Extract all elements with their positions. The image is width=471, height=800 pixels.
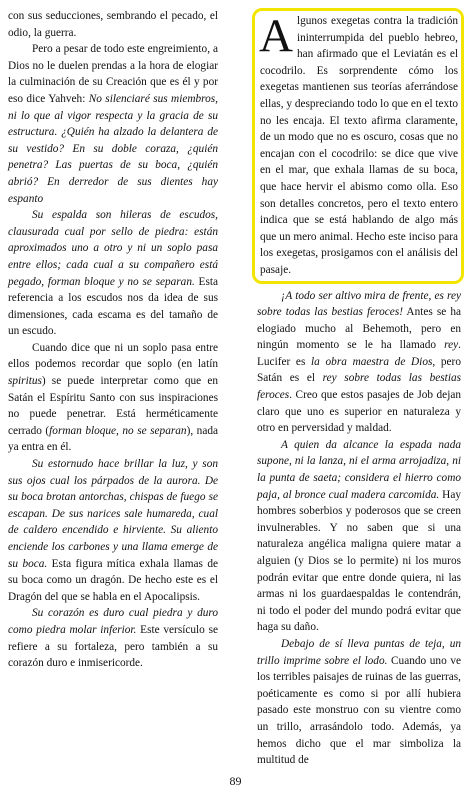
- paragraph: con sus seducciones, sembrando el pecado, el odio, la guerra.: [8, 10, 218, 39]
- highlighted-note: [252, 8, 464, 284]
- quote: A quien da alcance la espada nada supone, ni la lanza, ni el arma arrojadiza, ni la punta de saeta; considera el hierro como paja, al bronce cual madera carcomida.: [257, 438, 461, 501]
- paragraph: Cuando dice que ni un soplo pasa entre ellos podemos recordar que soplo (en latín spiritus) se puede interpretar como que en Satán el Espíritu Santo con sus inspiraciones no puede penetrar. Está herméticamente cerrado (forman bloque, no se separan), nada ya entra en él.: [8, 341, 218, 454]
- note-text: lgunos exegetas contra la tradición ininterrumpida del pueblo hebreo, han afirmado que el Leviatán es el cocodrilo. Es sorprendente cómo los exegetas mantienen sus teorías aferrándose ellas, y despreciando todo lo que en el texto no les encaja. El texto afirma claramente, de un modo que no es oscuro, cosas que no encajan con el cocodrilo: se dice que vive en el mar, que exhala llamas de su boca, que hace hervir el abismo como olla. Eso son detalles concretos, pero el texto entero indica que se está hablando de algo más que un mero animal. Hecho este inciso para los exegetas, prosigamos con el análisis del pasaje.: [260, 15, 458, 276]
- quote: Su estornudo hace brillar la luz, y son sus ojos cual los párpados de la aurora. De su boca brotan antorchas, chispas de fuego se escapan. De sus narices sale humareda, cual de caldero encendido e hirviente. Su aliento enciende los carbones y una llama emerge de su boca.: [8, 458, 218, 570]
- paragraph: A quien da alcance la espada nada supone, ni la lanza, ni el arma arrojadiza, ni la punta de saeta; considera el hierro como paja, al bronce cual madera carcomida. Hay hombres soberbios y poderosos que se creen invulnerables. Y no saben que si una naturaleza angélica maligna quiere matar a alguien (y Dios se lo permite) ni los muros podrán evitar que entre donde quiera, ni las armas ni los guardaespaldas le contendrán, ni todo el poder del mundo podrá evitar que haga su daño.: [257, 438, 461, 634]
- page-number: 89: [229, 774, 242, 788]
- paragraph: Su corazón es duro cual piedra y duro como piedra molar inferior. Este versículo se refiere a su fortaleza, pero también a su corazón duro e inmisericorde.: [8, 607, 218, 670]
- paragraph: Su estornudo hace brillar la luz, y son sus ojos cual los párpados de la aurora. De su boca brotan antorchas, chispas de fuego se escapan. De sus narices sale humareda, cual de caldero encendido e hirviente. Su aliento enciende los carbones y una llama emerge de su boca. Esta figura mítica exhala llamas de su boca como un dragón. De hecho este es el Dragón del que se habla en el Apocalipsis.: [8, 458, 219, 603]
- left-column: [8, 8, 218, 672]
- paragraph: Su espalda son hileras de escudos, clausurada cual por sello de piedra: están aproximados uno a otro y ni un soplo pasa entre ellos; cada cual a su compañero está pegado, forman bloque y no se separan. Esta referencia a los escudos nos da idea de sus dimensiones, cada escama es del tamaño de un escudo.: [8, 209, 218, 338]
- quote: ¡A todo ser altivo mira de frente, es rey sobre todas las bestias feroces!: [257, 289, 461, 319]
- quote: Su corazón es duro cual piedra y duro como piedra molar inferior.: [8, 607, 218, 636]
- paragraph: Debajo de sí lleva puntas de teja, un trillo imprime sobre el lodo. Cuando uno ve los terribles paisajes de ruinas de las guerras, poéticamente es como si por allí hubiera pasado este monstruo con su vientre como un trillo, arrasándolo todo. Además, ya hemos dicho que el mar simboliza la multitud de: [257, 637, 461, 767]
- quote: Su espalda son hileras de escudos, clausurada cual por sello de piedra: están aproximados uno a otro y ni un soplo pasa entre ellos; cada cual a su compañero está pegado, forman bloque y no se separan.: [8, 209, 218, 288]
- right-column: [257, 8, 461, 769]
- paragraph: Pero a pesar de todo este engreimiento, a Dios no le duelen prendas a la hora de elogiar la culminación de su Creación que es él y por eso dice Yahveh: No silenciaré sus miembros, ni lo que al vigor respecta y la gracia de su estructura. ¿Quién ha alzado la delantera de su vestido? En su doble coraza, ¿quién penetra? Las puertas de su boca, ¿quién abrió? En derredor de sus dientes hay espanto: [8, 43, 218, 205]
- drop-cap: A: [259, 10, 293, 62]
- paragraph: ¡A todo ser altivo mira de frente, es rey sobre todas las bestias feroces! Antes se ha elogiado mucho al Behemoth, pero en ningún momento se le ha llamado rey. Lucifer es la obra maestra de Dios, pero Satán es el rey sobre todas las bestias feroces. Creo que estos pasajes de Job dejan claro que uno es superior en naturaleza y otro en perversidad y maldad.: [257, 289, 462, 435]
- quote: No silenciaré sus miembros, ni lo que al vigor respecta y la gracia de su estructura. ¿Quién ha alzado la delantera de su vestido? En su doble coraza, ¿quién penetra? Las puertas de su boca, ¿quién abrió? En derredor de sus dientes hay espanto: [8, 92, 218, 205]
- quote: Debajo de sí lleva puntas de teja, un trillo imprime sobre el lodo.: [257, 637, 461, 667]
